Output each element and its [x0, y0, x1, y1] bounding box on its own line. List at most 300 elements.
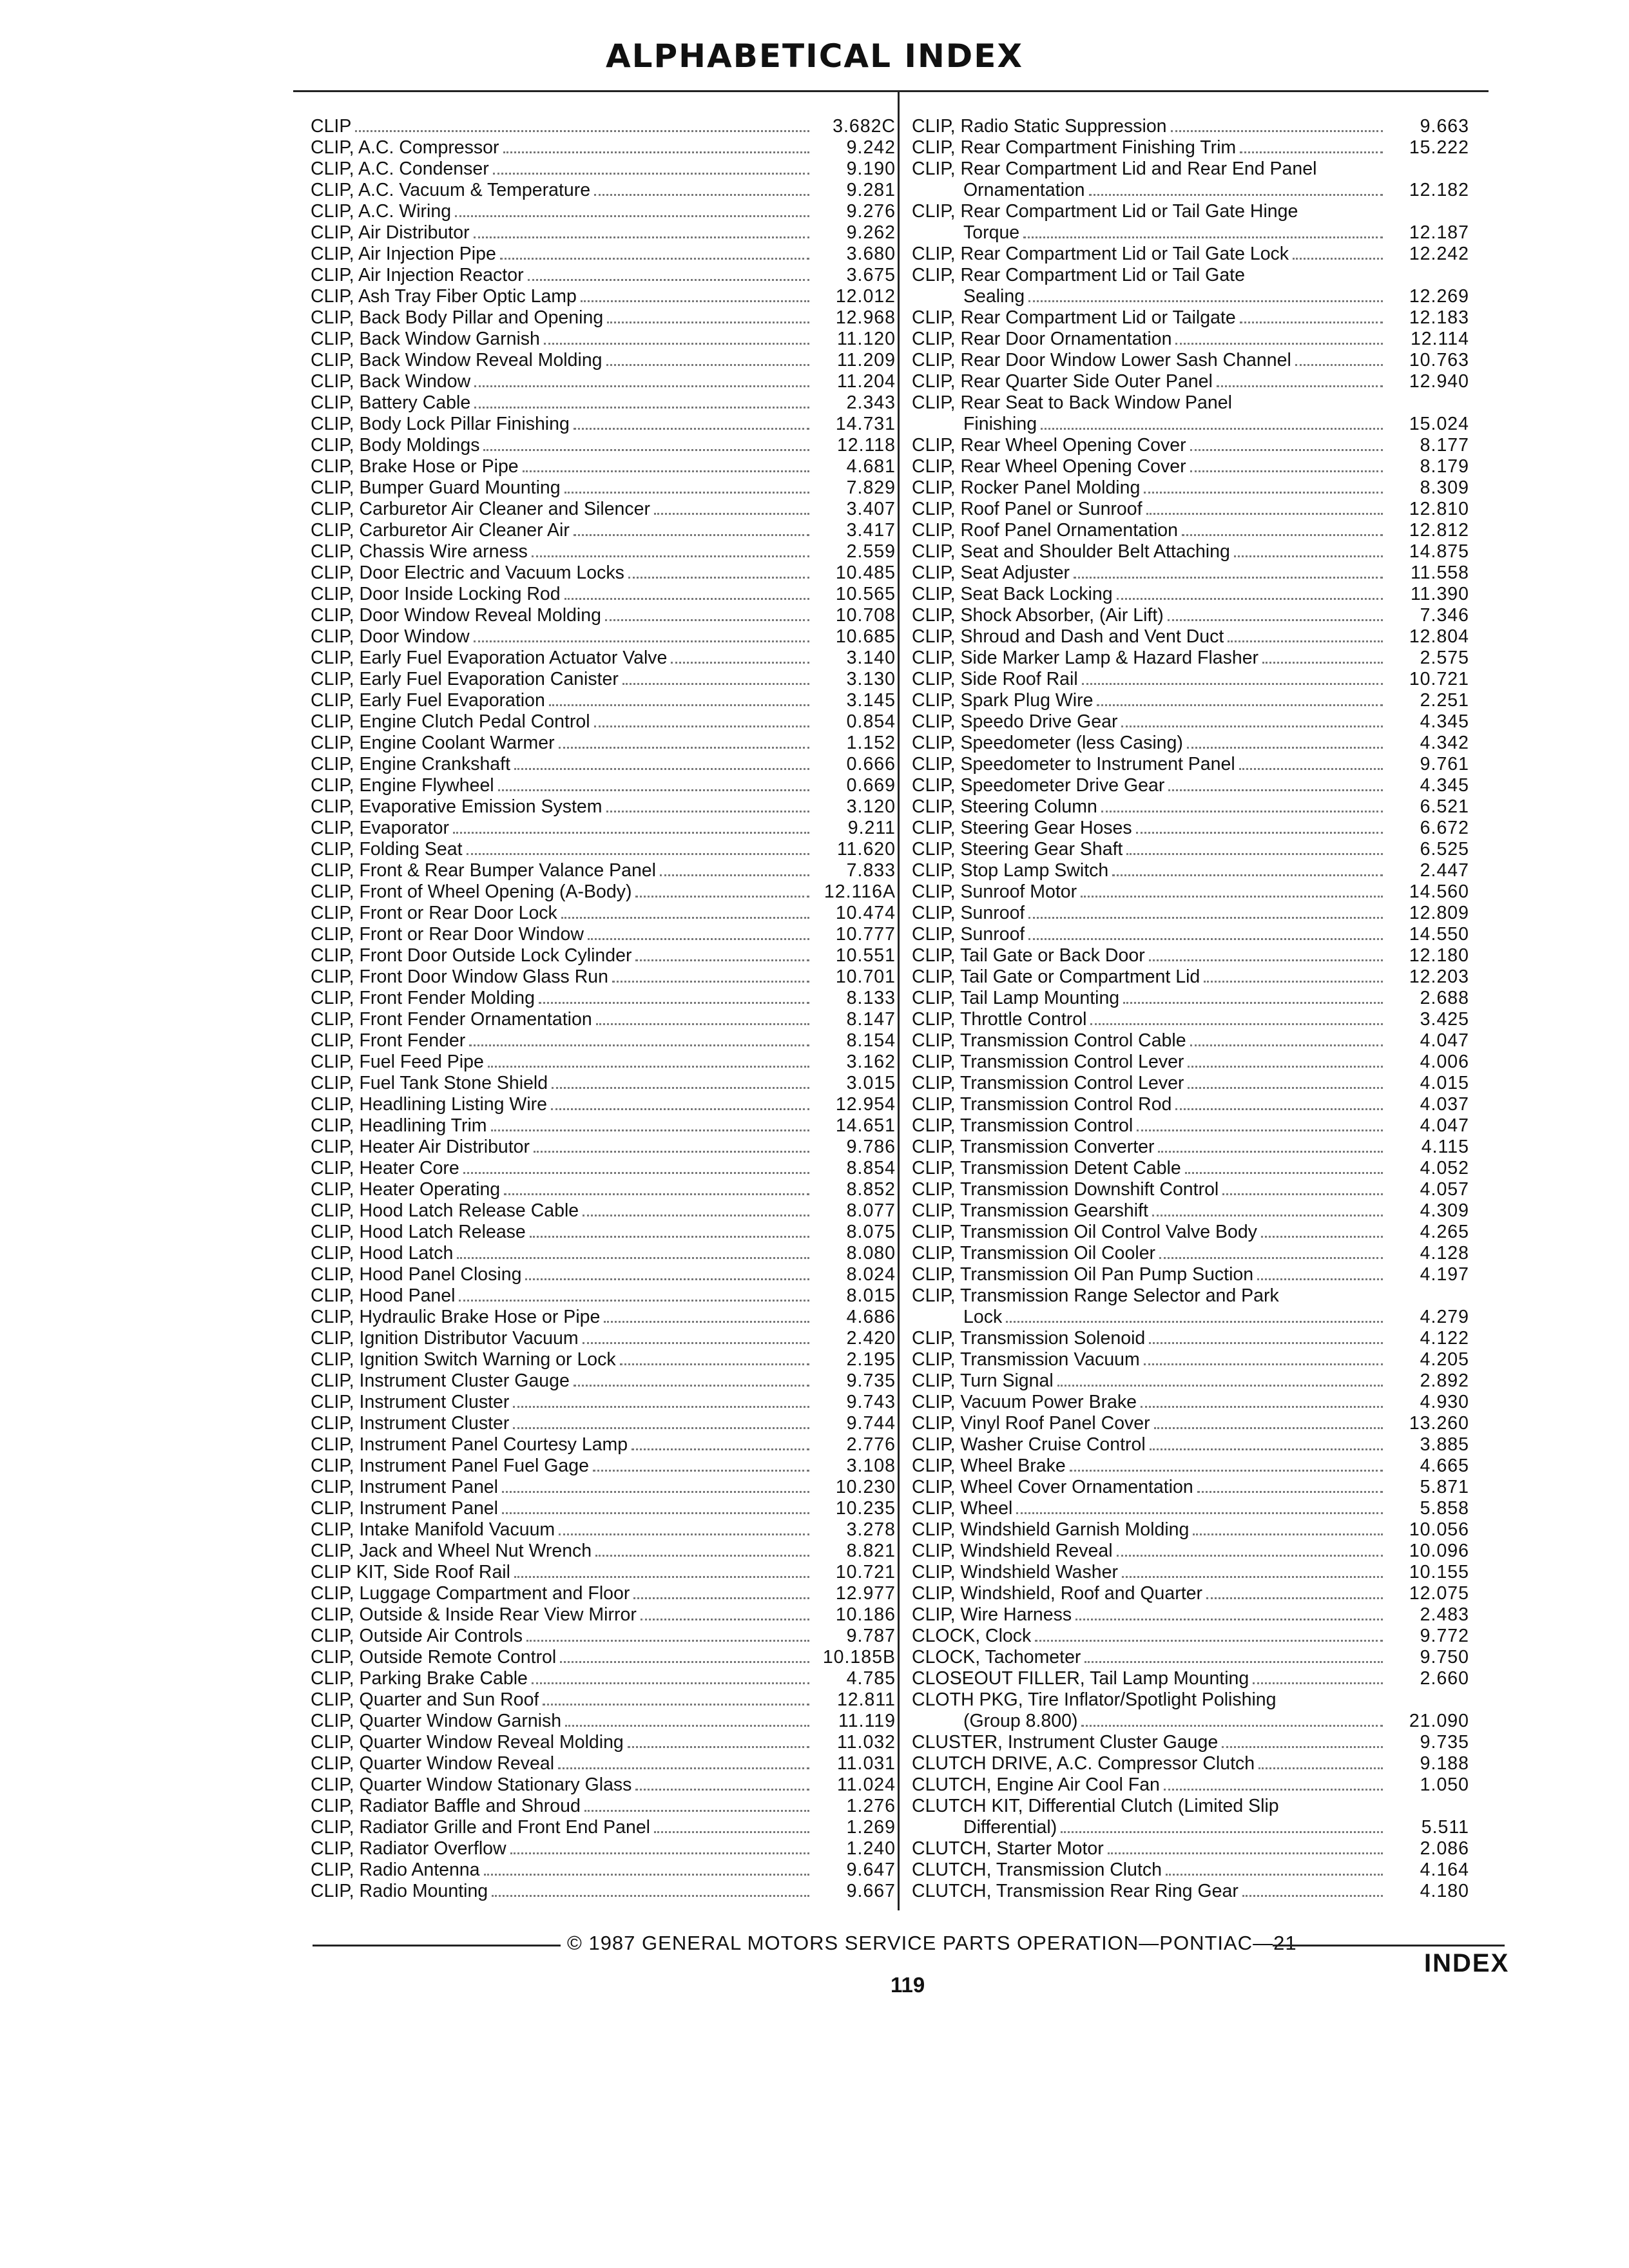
- index-entry-reference: 12.182: [1409, 180, 1469, 200]
- index-entry-reference: 5.858: [1420, 1498, 1469, 1519]
- index-entry: [912, 1328, 1469, 1349]
- index-entry-reference: 12.183: [1409, 307, 1469, 328]
- index-entry-text-wrap: [912, 456, 1387, 477]
- dot-leader: [574, 534, 809, 536]
- index-entry-label: CLIP, Hood Panel Closing: [311, 1264, 522, 1285]
- index-entry-reference: 9.281: [846, 180, 896, 200]
- index-entry: [912, 265, 1469, 286]
- index-entry-text-wrap: [912, 1881, 1387, 1902]
- index-entry-label: CLIP, Transmission Oil Control Valve Body: [912, 1222, 1257, 1242]
- index-entry-label: CLIP, Vacuum Power Brake: [912, 1392, 1137, 1412]
- index-entry-label: CLIP, Front & Rear Bumper Valance Panel: [311, 860, 656, 881]
- dot-leader: [605, 619, 809, 621]
- index-entry: [912, 1753, 1469, 1774]
- index-entry-label: CLIP, A.C. Vacuum & Temperature: [311, 180, 591, 200]
- index-entry-reference: 0.666: [846, 754, 896, 774]
- index-entry-text-wrap: [912, 1732, 1387, 1753]
- index-entry-label: CLIP, Instrument Panel Courtesy Lamp: [311, 1434, 628, 1455]
- index-entry-label: CLIP, Door Window: [311, 626, 470, 647]
- dot-leader: [1257, 1278, 1383, 1280]
- index-entry-text-wrap: [311, 733, 813, 754]
- index-entry-reference: 8.154: [846, 1030, 896, 1051]
- index-entry: [311, 1073, 896, 1094]
- dot-leader: [514, 768, 809, 770]
- dot-leader: [1089, 194, 1383, 196]
- dot-leader: [558, 1767, 809, 1769]
- index-entry: [311, 818, 896, 839]
- index-entry-text-wrap: [912, 1860, 1387, 1881]
- dot-leader: [574, 428, 809, 430]
- dot-leader: [596, 1023, 809, 1025]
- index-entry-text-wrap: [311, 1562, 813, 1583]
- index-entry-label: CLIP, Rear Wheel Opening Cover: [912, 456, 1186, 477]
- index-entry-reference: 10.721: [835, 1562, 896, 1582]
- index-entry-label: CLIP, Bumper Guard Mounting: [311, 477, 561, 498]
- dot-leader: [622, 683, 809, 685]
- index-entry: [912, 903, 1469, 924]
- index-entry-label: CLIP, Air Distributor: [311, 222, 470, 243]
- index-entry-text-wrap: [912, 648, 1387, 669]
- index-entry-text-wrap: [311, 1285, 813, 1307]
- index-entry-label: CLIP, Hydraulic Brake Hose or Pipe: [311, 1307, 601, 1327]
- index-entry: [311, 520, 896, 541]
- index-entry-reference: 14.651: [835, 1115, 896, 1136]
- index-entry-text-wrap: [311, 903, 813, 924]
- index-entry-label: CLIP, Evaporative Emission System: [311, 796, 602, 817]
- index-entry-text-wrap: [912, 1115, 1387, 1137]
- index-entry-label: CLIP, Door Inside Locking Rod: [311, 584, 561, 604]
- index-entry: [912, 1307, 1469, 1328]
- index-entry-text-wrap: [912, 1477, 1387, 1498]
- dot-leader: [595, 1555, 809, 1557]
- index-entry-text-wrap: [311, 201, 813, 222]
- dot-leader: [606, 811, 810, 812]
- index-entry-text-wrap: [311, 392, 813, 414]
- index-entry: [912, 414, 1469, 435]
- index-entry-label: CLIP, Headlining Trim: [311, 1115, 487, 1136]
- index-entry-text-wrap: [912, 860, 1387, 881]
- index-entry-label: CLIP, Windshield Washer: [912, 1562, 1118, 1582]
- index-entry-text-wrap: [311, 860, 813, 881]
- index-entry-text-wrap: [912, 711, 1387, 733]
- index-entry: [311, 329, 896, 350]
- dot-leader: [564, 598, 809, 600]
- dot-leader: [1234, 555, 1383, 557]
- index-entry-label: CLIP, Front of Wheel Opening (A-Body): [311, 881, 632, 902]
- dot-leader: [1090, 1023, 1383, 1025]
- index-entry-reference: 14.550: [1409, 924, 1469, 945]
- index-entry: [311, 881, 896, 903]
- index-entry: [912, 690, 1469, 711]
- index-entry-text-wrap: [311, 1838, 813, 1860]
- dot-leader: [457, 1257, 809, 1259]
- index-entry-reference: 11.120: [836, 329, 896, 349]
- index-entry-reference: 12.012: [835, 286, 896, 307]
- index-entry-label: CLIP, Heater Operating: [311, 1179, 501, 1200]
- dot-leader: [498, 789, 809, 791]
- index-entry-reference: 3.278: [846, 1519, 896, 1540]
- index-entry-label: CLIP, Headlining Listing Wire: [311, 1094, 547, 1115]
- dot-leader: [1122, 1576, 1383, 1578]
- index-entry: [311, 1094, 896, 1115]
- dot-leader: [635, 1789, 809, 1791]
- index-entry: [311, 222, 896, 244]
- index-entry-reference: 3.407: [846, 499, 896, 519]
- dot-leader: [1149, 959, 1383, 961]
- index-entry-reference: 10.685: [835, 626, 896, 647]
- index-entry-text-wrap: [912, 1583, 1387, 1604]
- index-entry: [311, 1434, 896, 1456]
- index-entry: [311, 1753, 896, 1774]
- dot-leader: [561, 917, 809, 919]
- index-entry-reference: 8.075: [846, 1222, 896, 1242]
- index-entry-reference: 8.080: [846, 1243, 896, 1264]
- index-entry: [912, 754, 1469, 775]
- dot-leader: [355, 130, 809, 132]
- index-entry-reference: 4.205: [1420, 1349, 1469, 1370]
- dot-leader: [530, 1236, 809, 1238]
- index-entry-label: CLIP, Radio Static Suppression: [912, 116, 1167, 137]
- index-entry-label: CLIP, Front or Rear Door Window: [311, 924, 584, 945]
- index-entry: [912, 733, 1469, 754]
- index-entry-label: CLIP, Instrument Cluster Gauge: [311, 1370, 570, 1391]
- index-entry-label: CLIP, Chassis Wire arness: [311, 541, 528, 562]
- index-entry-reference: 2.447: [1420, 860, 1469, 881]
- index-entry-reference: 11.032: [836, 1732, 896, 1753]
- index-entry: [311, 414, 896, 435]
- dot-leader: [574, 1385, 809, 1387]
- index-entry: [311, 711, 896, 733]
- index-entry-text-wrap: [311, 414, 813, 435]
- index-entry-label: CLIP, Roof Panel Ornamentation: [912, 520, 1178, 541]
- dot-leader: [1253, 1682, 1383, 1684]
- index-entry: [912, 1264, 1469, 1285]
- dot-leader: [463, 1172, 809, 1174]
- index-entry-reference: 5.871: [1420, 1477, 1469, 1497]
- index-entry-text-wrap: [912, 180, 1387, 201]
- index-entry-text-wrap: [912, 1392, 1387, 1413]
- index-entry-reference: 9.772: [1420, 1626, 1469, 1646]
- index-entry-text-wrap: [912, 1604, 1387, 1626]
- index-entry-label: CLIP, Early Fuel Evaporation Actuator Valve: [311, 648, 668, 668]
- dot-leader: [560, 1661, 809, 1663]
- index-entry-text-wrap: [912, 881, 1387, 903]
- dot-leader: [1175, 1108, 1383, 1110]
- index-entry-label: CLIP, Quarter Window Reveal: [311, 1753, 555, 1774]
- index-entry: [311, 1796, 896, 1817]
- index-entry-label: CLIP, Rear Door Window Lower Sash Channel: [912, 350, 1291, 370]
- index-entry-label: CLIP, Instrument Panel Fuel Gage: [311, 1456, 589, 1476]
- index-entry: [311, 477, 896, 499]
- dot-leader: [1168, 789, 1383, 791]
- index-entry-label: CLUTCH, Engine Air Cool Fan: [912, 1774, 1160, 1795]
- index-entry-label: CLIP, Radiator Baffle and Shroud: [311, 1796, 581, 1816]
- index-entry-text-wrap: [311, 1264, 813, 1285]
- dot-leader: [1081, 896, 1383, 898]
- index-entry: [311, 1498, 896, 1519]
- index-entry-text-wrap: [912, 244, 1387, 265]
- index-entry-label: CLIP, Wheel Cover Ornamentation: [912, 1477, 1193, 1497]
- index-entry-label: CLIP, Carburetor Air Cleaner and Silencer: [311, 499, 650, 519]
- index-entry-text-wrap: [912, 307, 1387, 329]
- index-entry-text-wrap: [311, 1817, 813, 1838]
- index-entry-reference: 4.665: [1420, 1456, 1469, 1476]
- dot-leader: [607, 322, 809, 323]
- dot-leader: [459, 1300, 809, 1302]
- index-entry-label: CLIP, Side Marker Lamp & Hazard Flasher: [912, 648, 1259, 668]
- dot-leader: [1175, 343, 1383, 345]
- index-entry-label: CLIP, Transmission Oil Cooler: [912, 1243, 1156, 1264]
- index-entry: [912, 520, 1469, 541]
- index-entry-reference: 4.037: [1420, 1094, 1469, 1115]
- index-entry-text-wrap: [311, 1392, 813, 1413]
- index-entry: [912, 1562, 1469, 1583]
- index-entry: [311, 648, 896, 669]
- dot-leader: [526, 1640, 809, 1642]
- index-entry: [912, 796, 1469, 818]
- index-entry-reference: 12.203: [1409, 966, 1469, 987]
- index-entry-label: CLIP, Transmission Control: [912, 1115, 1133, 1136]
- index-entry: [912, 1115, 1469, 1137]
- index-entry-label: CLIP, Transmission Solenoid: [912, 1328, 1146, 1349]
- index-entry: [311, 1838, 896, 1860]
- index-entry: [912, 1860, 1469, 1881]
- index-entry: [311, 1392, 896, 1413]
- index-entry-reference: 4.052: [1420, 1158, 1469, 1178]
- index-entry-reference: 9.750: [1420, 1647, 1469, 1667]
- dot-leader: [493, 173, 809, 175]
- index-entry-label: CLIP KIT, Side Roof Rail: [311, 1562, 510, 1582]
- dot-leader: [504, 1193, 809, 1195]
- dot-leader: [1023, 236, 1383, 238]
- dot-leader: [1187, 747, 1383, 749]
- index-entry-reference: 2.688: [1420, 988, 1469, 1008]
- index-entry-label: CLIP, Folding Seat: [311, 839, 463, 860]
- dot-leader: [1182, 534, 1383, 536]
- index-entry-reference: 10.551: [835, 945, 896, 966]
- index-entry: [311, 1307, 896, 1328]
- index-entry-reference: 4.930: [1420, 1392, 1469, 1412]
- index-entry-reference: 11.390: [1410, 584, 1469, 604]
- index-entry-reference: 9.211: [847, 818, 896, 838]
- index-entry: [311, 754, 896, 775]
- index-entry: [912, 1541, 1469, 1562]
- dot-leader: [1242, 1895, 1383, 1897]
- dot-leader: [584, 1810, 809, 1812]
- index-entry: [912, 1222, 1469, 1243]
- index-entry-reference: 10.096: [1409, 1541, 1469, 1561]
- index-entry-label: CLUTCH DRIVE, A.C. Compressor Clutch: [912, 1753, 1255, 1774]
- index-entry-text-wrap: [912, 329, 1387, 350]
- index-entry: [912, 1774, 1469, 1796]
- index-entry-label: CLIP, Front Door Outside Lock Cylinder: [311, 945, 632, 966]
- index-entry: [912, 1477, 1469, 1498]
- index-entry: [311, 1583, 896, 1604]
- index-entry-reference: 11.024: [836, 1774, 896, 1795]
- index-entry-label: CLIP, Radio Mounting: [311, 1881, 488, 1901]
- index-entry-label: CLIP, Rear Quarter Side Outer Panel: [912, 371, 1213, 392]
- index-entry-label: CLIP, Sunroof: [912, 903, 1025, 923]
- dot-leader: [559, 747, 809, 749]
- index-entry-reference: 4.279: [1420, 1307, 1469, 1327]
- index-entry: [311, 690, 896, 711]
- index-entry-text-wrap: [912, 1073, 1387, 1094]
- index-entry-label: CLIP, Seat Adjuster: [912, 562, 1070, 583]
- index-entry-text-wrap: [311, 1456, 813, 1477]
- index-entry: [311, 1519, 896, 1541]
- index-entry-text-wrap: [912, 1817, 1387, 1838]
- index-entry-text-wrap: [311, 499, 813, 520]
- index-entry: [912, 1881, 1469, 1902]
- index-entry: [912, 1583, 1469, 1604]
- index-entry-text-wrap: [311, 371, 813, 392]
- index-entry-text-wrap: [311, 945, 813, 966]
- index-entry-text-wrap: [311, 1370, 813, 1392]
- index-entry: [912, 1689, 1469, 1711]
- index-entry-label: CLIP, Turn Signal: [912, 1370, 1054, 1391]
- index-entry-reference: 4.309: [1420, 1200, 1469, 1221]
- index-entry: [311, 1668, 896, 1689]
- index-entry: [311, 1604, 896, 1626]
- dot-leader: [1112, 874, 1383, 876]
- index-entry: [311, 1285, 896, 1307]
- index-entry-label: CLIP, Ignition Distributor Vacuum: [311, 1328, 579, 1349]
- index-entry-label: CLUSTER, Instrument Cluster Gauge: [912, 1732, 1219, 1753]
- index-entry: [912, 881, 1469, 903]
- index-entry-label: CLIP, Transmission Control Lever: [912, 1052, 1184, 1072]
- index-entry-label: CLIP, Rear Door Ornamentation: [912, 329, 1172, 349]
- index-entry-label: CLIP: [311, 116, 352, 137]
- index-entry-reference: 2.483: [1420, 1604, 1469, 1625]
- index-entry-label: CLIP, Transmission Oil Pan Pump Suction: [912, 1264, 1254, 1285]
- dot-leader: [513, 1406, 809, 1408]
- index-entry-label: CLIP, Engine Clutch Pedal Control: [311, 711, 590, 732]
- index-entry: [311, 669, 896, 690]
- index-entry-reference: 3.120: [846, 796, 896, 817]
- index-entry: [311, 392, 896, 414]
- index-entry-text-wrap: [912, 541, 1387, 562]
- index-entry-text-wrap: [311, 1689, 813, 1711]
- index-entry-label: CLIP, Tail Gate or Back Door: [912, 945, 1145, 966]
- index-entry-label: CLIP, Speedometer (less Casing): [912, 733, 1183, 753]
- index-entry-text-wrap: [912, 839, 1387, 860]
- index-entry-label: CLIP, Transmission Gearshift: [912, 1200, 1148, 1221]
- header-rule: [293, 90, 1489, 92]
- index-entry-label: CLOSEOUT FILLER, Tail Lamp Mounting: [912, 1668, 1249, 1689]
- index-entry-text-wrap: [311, 1519, 813, 1541]
- index-entry-label: CLIP, Heater Air Distributor: [311, 1137, 530, 1157]
- index-entry-reference: 12.269: [1409, 286, 1469, 307]
- index-entry: [912, 1604, 1469, 1626]
- index-entry: [912, 307, 1469, 329]
- index-entry-label: CLIP, Engine Flywheel: [311, 775, 494, 796]
- index-entry: [311, 541, 896, 562]
- index-entry-label: CLIP, Early Fuel Evaporation: [311, 690, 545, 711]
- index-entry-label: CLIP, Tail Gate or Compartment Lid: [912, 966, 1200, 987]
- index-entry-label: Sealing: [963, 286, 1025, 307]
- index-entry-text-wrap: [311, 711, 813, 733]
- index-entry: [311, 1413, 896, 1434]
- index-entry: [912, 1456, 1469, 1477]
- index-entry: [311, 116, 896, 137]
- index-entry: [912, 839, 1469, 860]
- index-entry-reference: 2.343: [846, 392, 896, 413]
- index-entry: [311, 1732, 896, 1753]
- index-entry-label: CLIP, Rear Compartment Lid and Rear End Panel: [912, 159, 1317, 179]
- index-entry-reference: 3.162: [846, 1052, 896, 1072]
- dot-leader: [453, 832, 809, 834]
- index-entry-reference: 10.485: [835, 562, 896, 583]
- index-entry-text-wrap: [311, 669, 813, 690]
- index-entry: [912, 775, 1469, 796]
- index-entry: [311, 966, 896, 988]
- index-entry: [311, 265, 896, 286]
- index-entry-label: CLOCK, Clock: [912, 1626, 1032, 1646]
- index-entry-reference: 12.977: [835, 1583, 896, 1604]
- dot-leader: [1057, 1385, 1383, 1387]
- index-entry-text-wrap: [311, 1115, 813, 1137]
- index-entry-text-wrap: [912, 1711, 1387, 1732]
- index-entry-text-wrap: [311, 1030, 813, 1052]
- index-entry-text-wrap: [311, 754, 813, 775]
- index-entry-text-wrap: [912, 584, 1387, 605]
- dot-leader: [1240, 151, 1383, 153]
- index-entry: [311, 945, 896, 966]
- index-entry: [912, 1392, 1469, 1413]
- index-entry-reference: 3.130: [846, 669, 896, 689]
- index-entry-label: CLIP, Heater Core: [311, 1158, 459, 1178]
- index-entry-label: CLIP, Roof Panel or Sunroof: [912, 499, 1142, 519]
- index-entry-label: CLIP, Instrument Panel: [311, 1477, 498, 1497]
- index-entry-reference: 10.565: [835, 584, 896, 604]
- index-entry: [311, 796, 896, 818]
- index-entry-reference: 9.787: [846, 1626, 896, 1646]
- index-entry-label: CLIP, Transmission Control Lever: [912, 1073, 1184, 1093]
- index-entry: [912, 1243, 1469, 1264]
- index-entry: [912, 1094, 1469, 1115]
- index-entry-label: CLIP, Front or Rear Door Lock: [311, 903, 557, 923]
- index-entry-label: CLUTCH, Transmission Clutch: [912, 1860, 1162, 1880]
- dot-leader: [1190, 449, 1383, 451]
- index-entry-text-wrap: [311, 244, 813, 265]
- index-entry-reference: 11.031: [836, 1753, 896, 1774]
- index-entry-text-wrap: [311, 477, 813, 499]
- index-entry-reference: 11.119: [838, 1711, 896, 1731]
- index-entry-text-wrap: [912, 818, 1387, 839]
- index-entry-reference: 4.686: [846, 1307, 896, 1327]
- dot-leader: [654, 513, 809, 515]
- index-entry-label: CLIP, Fuel Tank Stone Shield: [311, 1073, 548, 1093]
- index-entry-label: Torque: [963, 222, 1020, 243]
- index-entry-label: CLIP, Rear Compartment Lid or Tail Gate: [912, 265, 1245, 285]
- index-entry-text-wrap: [912, 1052, 1387, 1073]
- index-entry-reference: 10.185B: [822, 1647, 896, 1667]
- index-entry-label: CLIP, Front Fender: [311, 1030, 466, 1051]
- index-entry: [311, 1264, 896, 1285]
- index-entry-reference: 4.345: [1420, 775, 1469, 796]
- index-entry-text-wrap: [311, 1200, 813, 1222]
- index-entry: [311, 137, 896, 159]
- footer-rule-left: [313, 1945, 561, 1946]
- index-entry-text-wrap: [912, 1626, 1387, 1647]
- dot-leader: [1193, 1533, 1383, 1535]
- index-entry-reference: 1.050: [1420, 1774, 1469, 1795]
- index-entry-text-wrap: [912, 903, 1387, 924]
- dot-leader: [1075, 1619, 1383, 1620]
- index-entry-text-wrap: [311, 435, 813, 456]
- dot-leader: [532, 1682, 809, 1684]
- dot-leader: [620, 1363, 809, 1365]
